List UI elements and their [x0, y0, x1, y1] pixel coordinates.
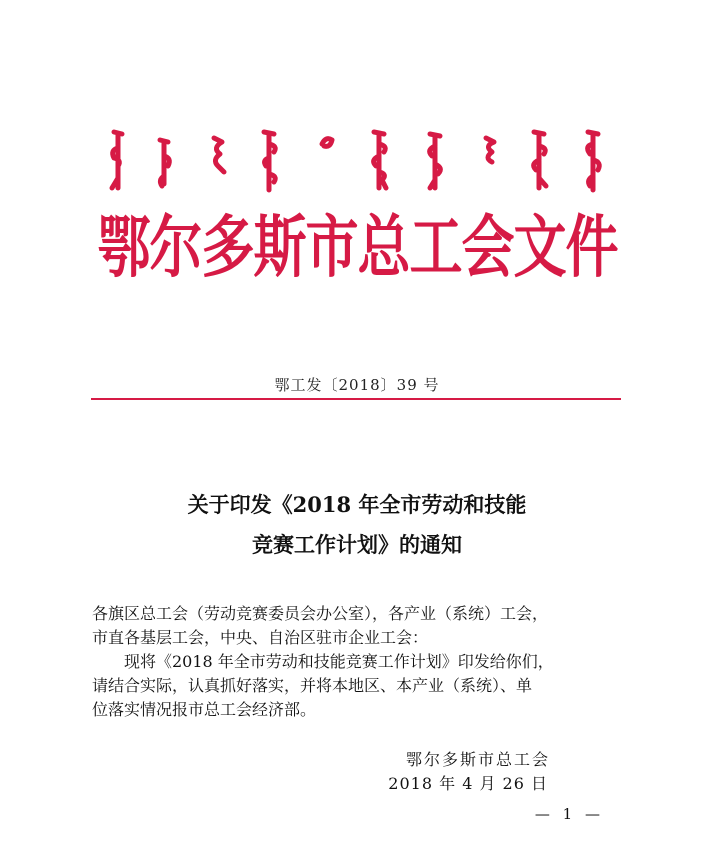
mongolian-glyph — [588, 132, 600, 190]
mongolian-glyph — [112, 132, 122, 188]
mongolian-script-header — [100, 126, 620, 196]
mongolian-glyph — [160, 140, 169, 186]
red-divider-line — [91, 398, 621, 400]
body-line-3: 位落实情况报市总工会经济部。 — [92, 700, 317, 719]
mongolian-glyph — [264, 132, 275, 190]
mongolian-glyph — [374, 132, 386, 188]
notice-title-line-1: 关于印发《2018 年全市劳动和技能 — [187, 492, 527, 517]
notice-title — [0, 485, 714, 565]
mongolian-glyph — [486, 138, 494, 162]
notice-title-line-2: 竞赛工作计划》的通知 — [252, 532, 462, 557]
signature-organization: 鄂尔多斯市总工会 — [405, 750, 550, 769]
page-number: — 1 — — [534, 805, 604, 823]
issue-date: 2018 年 4 月 26 日 — [388, 774, 548, 793]
body-line-1: 现将《2018 年全市劳动和技能竞赛工作计划》印发给你们， — [124, 652, 554, 671]
addressee-line-1: 各旗区总工会（劳动竞赛委员会办公室），各产业（系统）工会， — [92, 604, 549, 623]
mongolian-glyph — [322, 139, 332, 147]
document-header-title: 鄂尔多斯市总工会文件 — [97, 209, 618, 288]
mongolian-glyph — [214, 138, 224, 172]
document-number: 鄂工发〔2018〕39 号 — [274, 376, 440, 394]
body-line-2: 请结合实际，认真抓好落实，并将本地区、本产业（系统）、单 — [92, 676, 533, 695]
mongolian-glyph — [430, 134, 441, 188]
signature-block — [0, 748, 550, 772]
notice-body — [92, 602, 632, 722]
addressee-line-2: 市直各基层工会，中央、自治区驻市企业工会： — [92, 628, 429, 647]
mongolian-glyph — [534, 132, 546, 188]
